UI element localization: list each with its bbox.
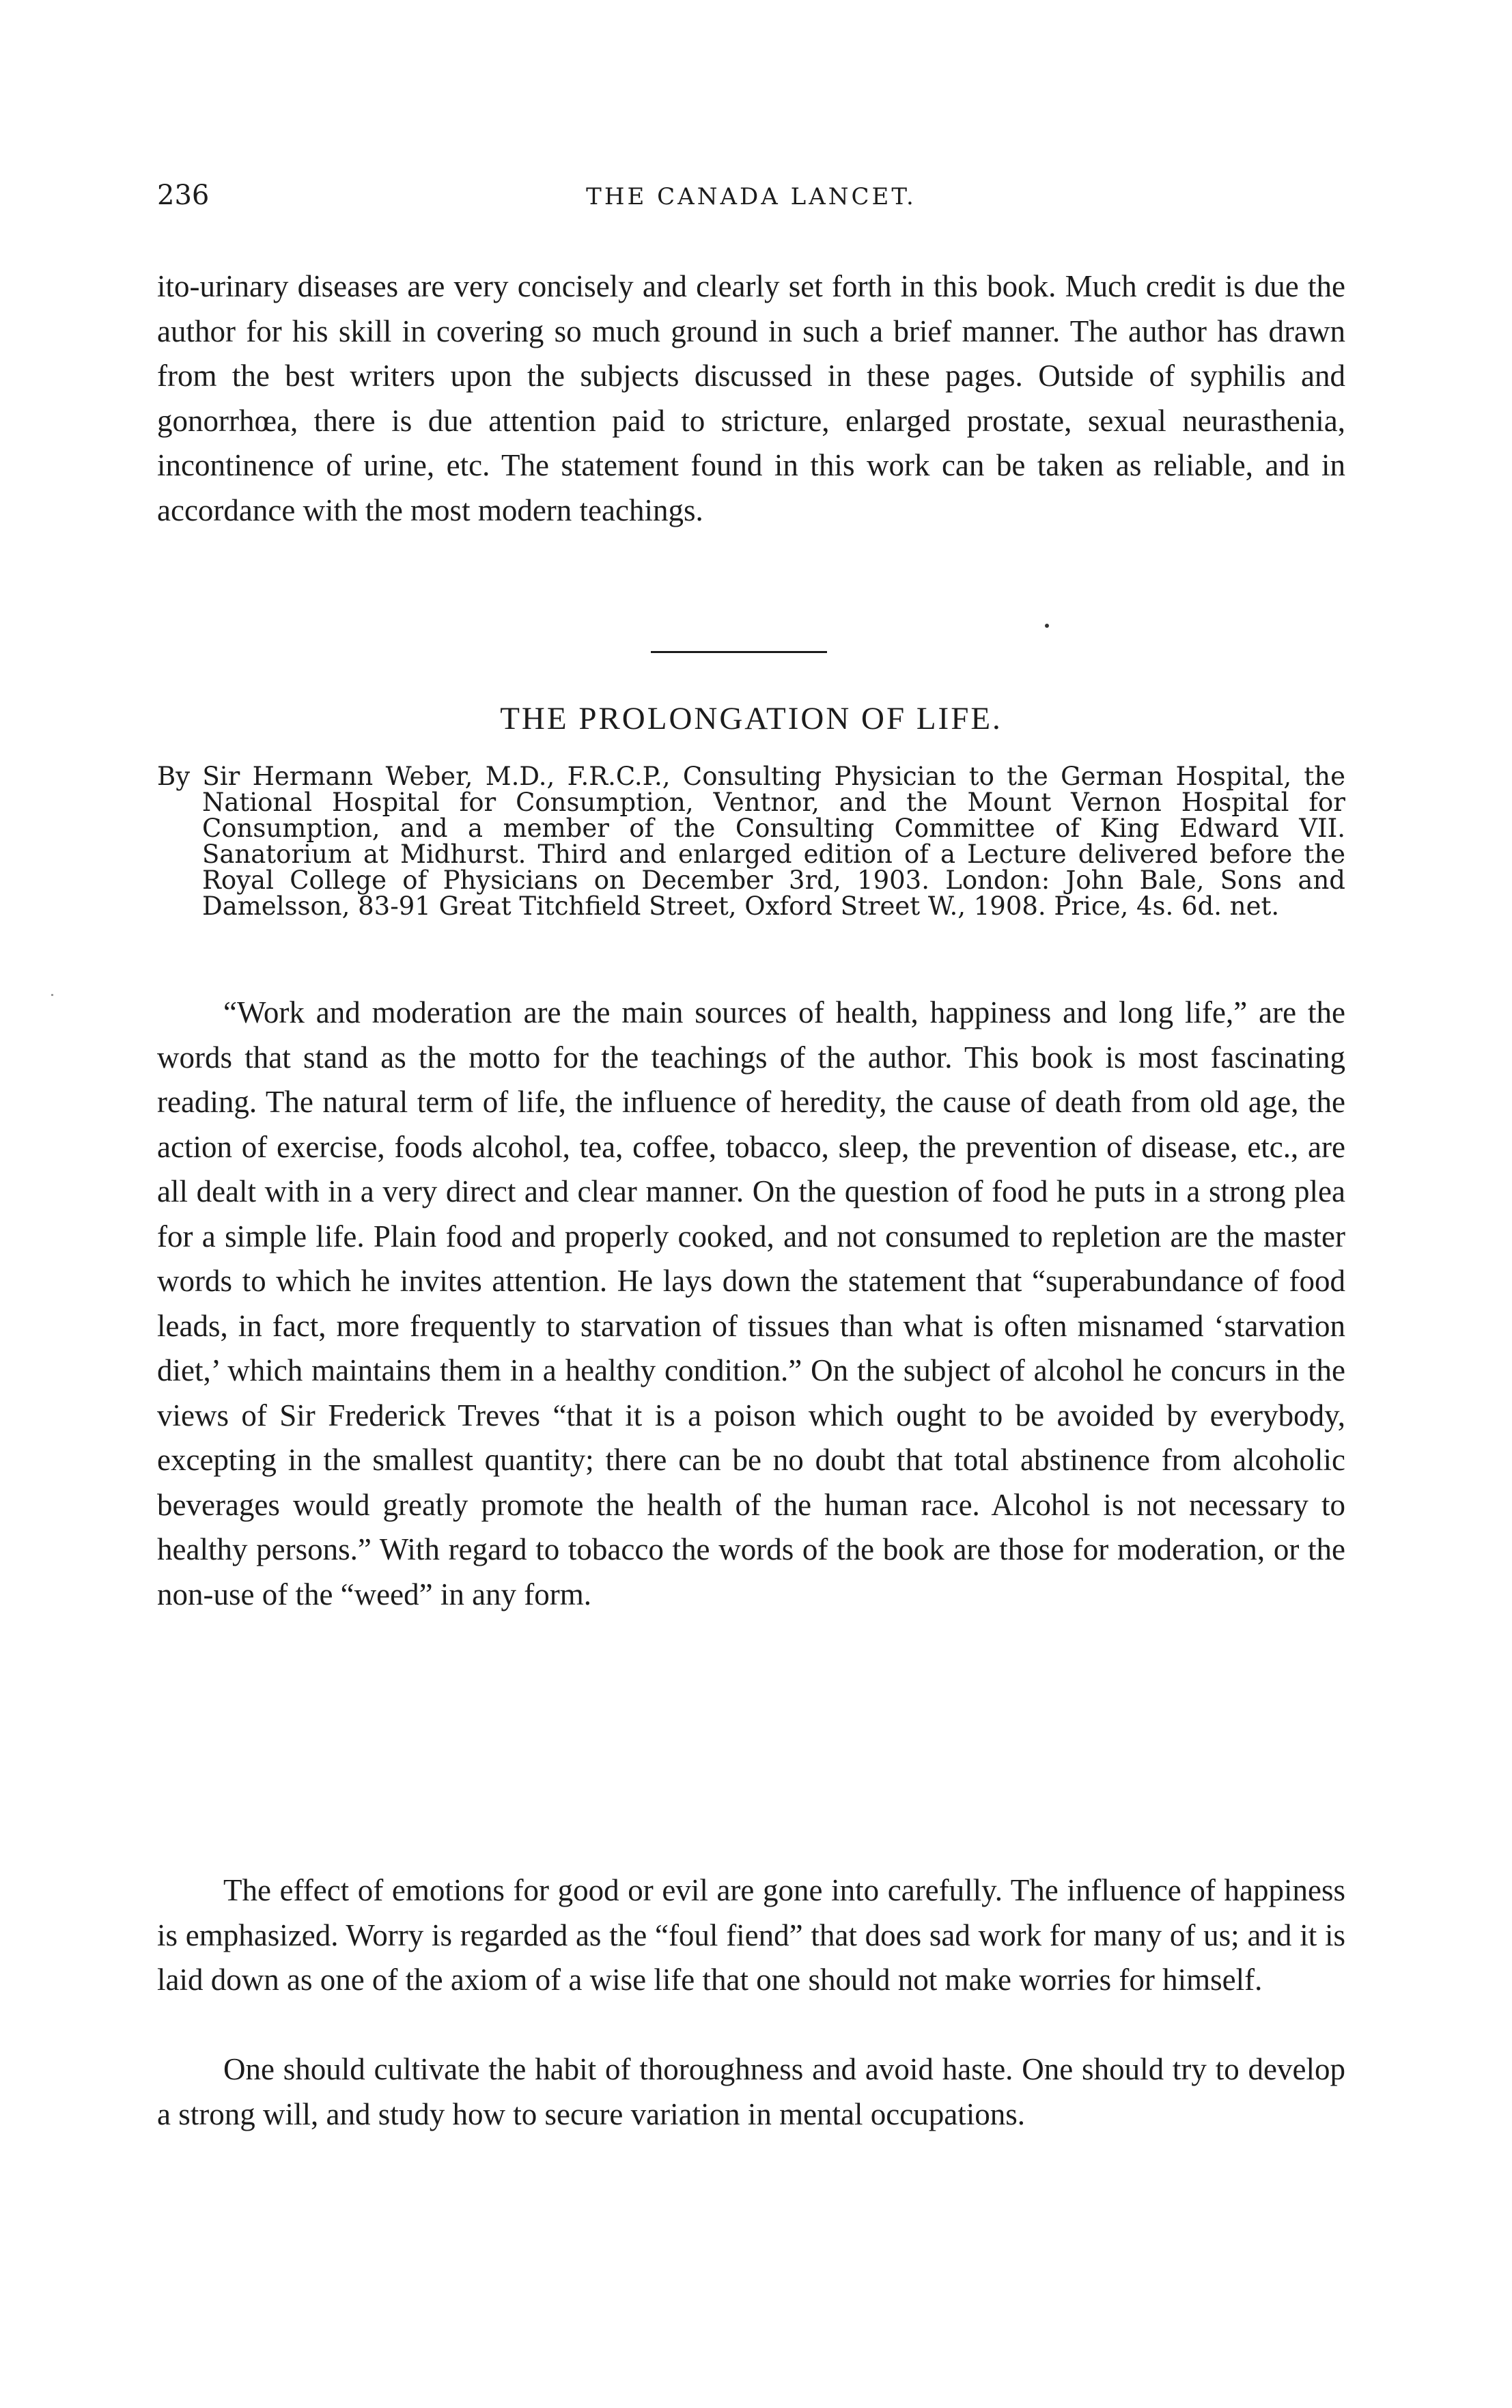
- print-speck: [1045, 624, 1049, 628]
- page-header: [157, 176, 1345, 224]
- review-title: THE PROLONGATION OF LIFE.: [500, 701, 1003, 736]
- running-head: THE CANADA LANCET.: [586, 183, 916, 210]
- section-divider: [651, 651, 827, 653]
- page-number: 236: [157, 180, 210, 211]
- review-citation: By Sir Hermann Weber, M.D., F.R.C.P., Consulting Physician to the German Hospital, the National Hospital for Consumption, Ventnor, and the Mount Vernon Hospital for Consumption, and a member of the Consulting Committee of King Edward VII. Sanatorium at Midhurst. Third and enlarged edition of a Lecture delivered before the Royal College of Physicians on December 3rd, 1903. London: John Bale, Sons and Damelsson, 83-91 Great Titchfield Street, Oxford Street W., 1908. Price, 4s. 6d. net.: [157, 762, 1345, 921]
- intro-paragraph: ito-urinary diseases are very concisely and clearly set forth in this book. Much credit is due the author for his skill in covering so much ground in such a brief manner. The author has drawn from the best writers upon the subjects discussed in these pages. Outside of syphilis and gonorrhœa, there is due attention paid to stricture, enlarged prostate, sexual neurasthenia, incontinence of urine, etc. The statement found in this work can be taken as reliable, and in accordance with the most modern teachings.: [157, 269, 1345, 527]
- margin-speck: [51, 994, 53, 996]
- review-paragraph: One should cultivate the habit of thoroughness and avoid haste. One should try to develop a strong will, and study how to secure variation in mental occupations.: [157, 2052, 1345, 2131]
- review-paragraph: “Work and moderation are the main sources of health, happiness and long life,” are the words that stand as the motto for the teachings of the author. This book is most fascinating reading. The natural term of life, the influence of heredity, the cause of death from old age, the action of exercise, foods alcohol, tea, coffee, tobacco, sleep, the prevention of disease, etc., are all dealt with in a very direct and clear manner. On the question of food he puts in a strong plea for a simple life. Plain food and properly cooked, and not consumed to repletion are the master words to which he invites attention. He lays down the statement that “superabundance of food leads, in fact, more frequently to starvation of tissues than what is often misnamed ‘starvation diet,’ which maintains them in a healthy condition.” On the subject of alcohol he concurs in the views of Sir Frederick Treves “that it is a poison which ought to be avoided by everybody, excepting in the smallest quantity; there can be no doubt that total abstinence from alcoholic beverages would greatly promote the health of the human race. Alcohol is not necessary to healthy persons.” With regard to tobacco the words of the book are those for moderation, or the non-use of the “weed” in any form.: [157, 995, 1345, 1611]
- review-paragraph: The effect of emotions for good or evil are gone into carefully. The influence of happiness is emphasized. Worry is regarded as the “foul fiend” that does sad work for many of us; and it is laid down as one of the axiom of a wise life that one should not make worries for himself.: [157, 1873, 1345, 1997]
